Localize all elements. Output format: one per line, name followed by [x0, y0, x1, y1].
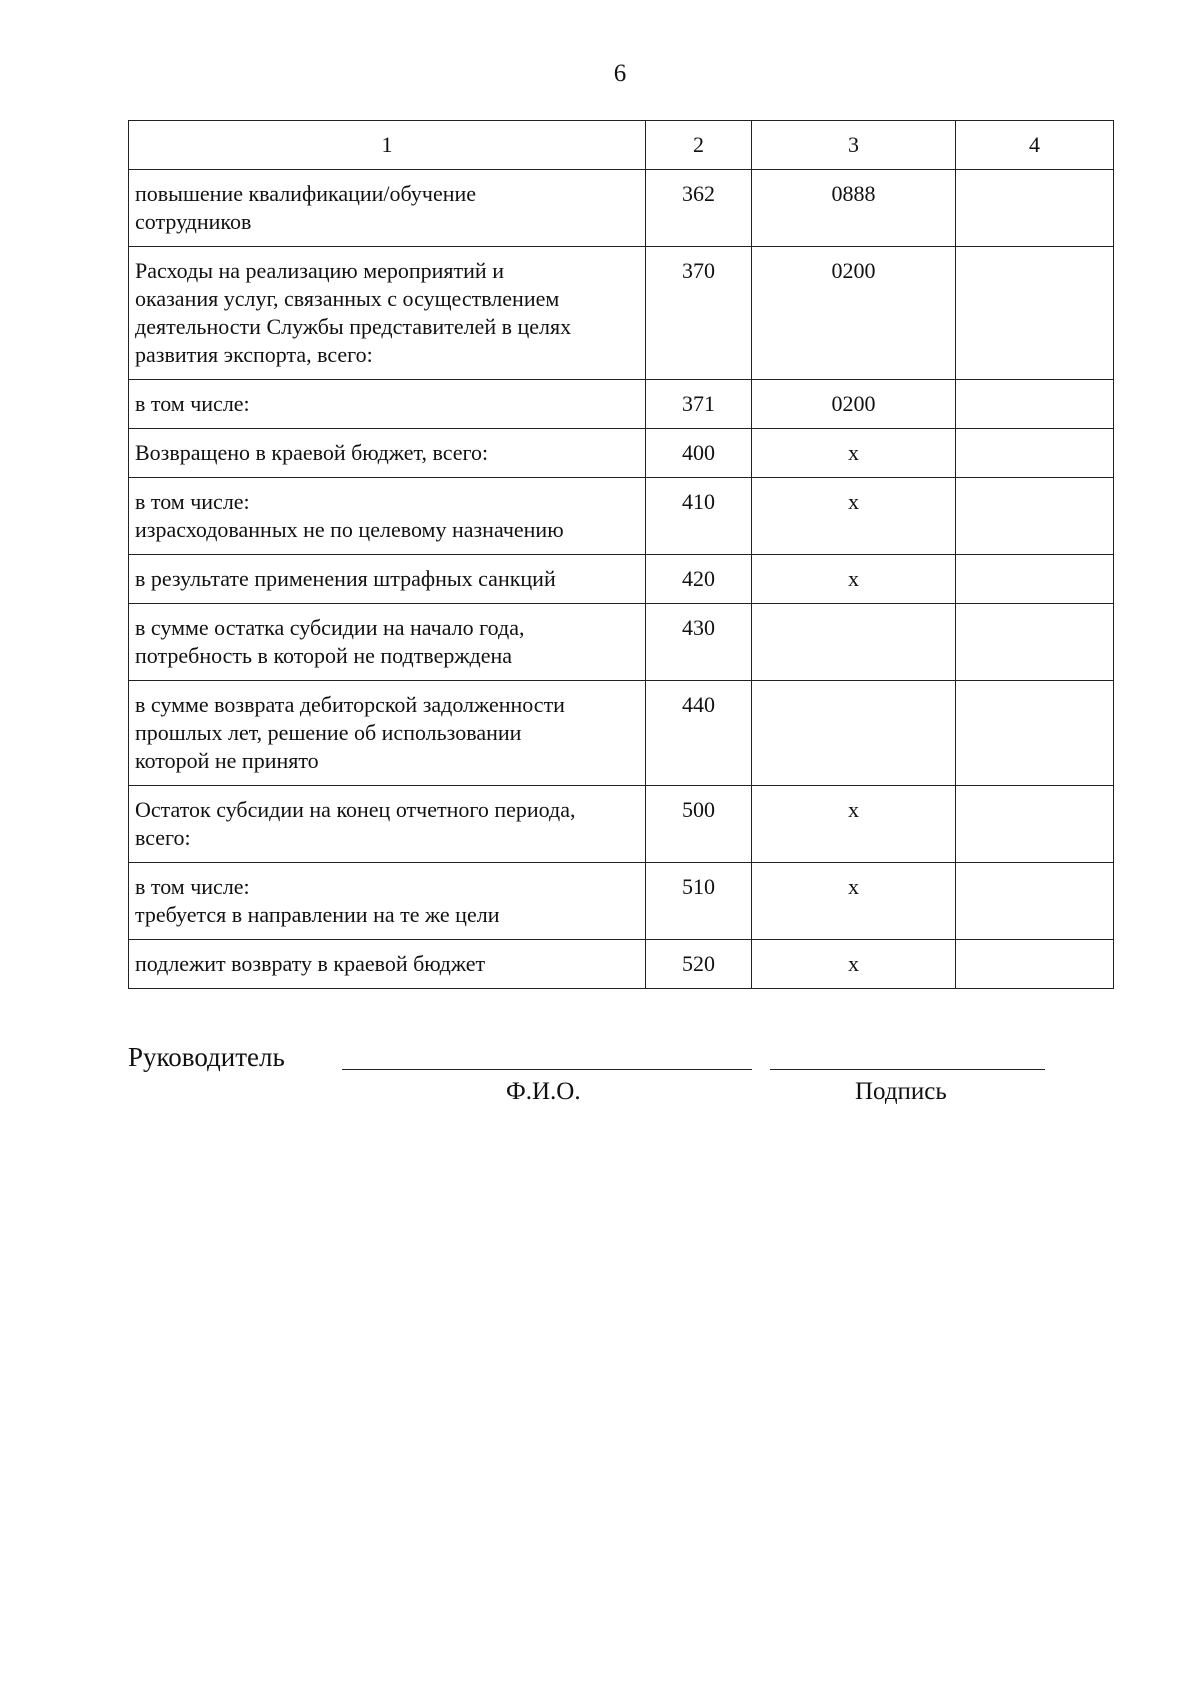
row-code: х: [752, 940, 956, 989]
table-row: [129, 940, 1114, 989]
column-header: 2: [646, 121, 752, 170]
row-amount: [956, 604, 1114, 681]
row-code: х: [752, 863, 956, 940]
row-line-code: 440: [646, 681, 752, 786]
row-description: в том числе:: [129, 380, 646, 429]
row-line-code: 510: [646, 863, 752, 940]
report-table: [128, 120, 1114, 989]
row-amount: [956, 863, 1114, 940]
row-line-code: 400: [646, 429, 752, 478]
row-description: в результате применения штрафных санкций: [129, 555, 646, 604]
table-row: [129, 786, 1114, 863]
page-number: 6: [613, 60, 627, 87]
row-code: 0200: [752, 380, 956, 429]
row-amount: [956, 247, 1114, 380]
table-row: [129, 429, 1114, 478]
row-code: х: [752, 478, 956, 555]
row-line-code: 520: [646, 940, 752, 989]
row-line-code: 420: [646, 555, 752, 604]
row-code: [752, 681, 956, 786]
table-row: [129, 604, 1114, 681]
table-row: [129, 170, 1114, 247]
row-description: повышение квалификации/обучение сотрудников: [129, 170, 646, 247]
row-amount: [956, 380, 1114, 429]
table-row: [129, 863, 1114, 940]
column-header: 1: [129, 121, 646, 170]
signature-block: [128, 1042, 1113, 1112]
row-line-code: 410: [646, 478, 752, 555]
row-amount: [956, 786, 1114, 863]
column-header: 3: [752, 121, 956, 170]
table-row: [129, 478, 1114, 555]
row-description: в том числе: израсходованных не по целевому назначению: [129, 478, 646, 555]
row-code: [752, 604, 956, 681]
row-description: в сумме возврата дебиторской задолженности прошлых лет, решение об использовании которой не принято: [129, 681, 646, 786]
table-row: [129, 247, 1114, 380]
row-line-code: 500: [646, 786, 752, 863]
header-row: [129, 121, 1114, 170]
row-amount: [956, 170, 1114, 247]
row-description: Остаток субсидии на конец отчетного периода, всего:: [129, 786, 646, 863]
row-line-code: 371: [646, 380, 752, 429]
row-amount: [956, 555, 1114, 604]
row-amount: [956, 429, 1114, 478]
table-row: [129, 380, 1114, 429]
row-code: х: [752, 429, 956, 478]
row-amount: [956, 478, 1114, 555]
column-header: 4: [956, 121, 1114, 170]
row-line-code: 362: [646, 170, 752, 247]
signature-label: Руководитель: [128, 1042, 285, 1072]
row-line-code: 430: [646, 604, 752, 681]
row-code: 0888: [752, 170, 956, 247]
row-description: Расходы на реализацию мероприятий и оказания услуг, связанных с осуществлением деятельности Службы представителей в целях развития экспорта, всего:: [129, 247, 646, 380]
row-amount: [956, 940, 1114, 989]
row-code: х: [752, 555, 956, 604]
row-description: в сумме остатка субсидии на начало года, потребность в которой не подтверждена: [129, 604, 646, 681]
row-description: в том числе: требуется в направлении на те же цели: [129, 863, 646, 940]
row-code: 0200: [752, 247, 956, 380]
table-row: [129, 681, 1114, 786]
row-line-code: 370: [646, 247, 752, 380]
row-description: Возвращено в краевой бюджет, всего:: [129, 429, 646, 478]
row-amount: [956, 681, 1114, 786]
signature-caption: Подпись: [855, 1078, 947, 1105]
table-row: [129, 555, 1114, 604]
row-description: подлежит возврату в краевой бюджет: [129, 940, 646, 989]
signature-line: [770, 1069, 1045, 1070]
name-caption: Ф.И.О.: [506, 1078, 581, 1105]
row-code: х: [752, 786, 956, 863]
name-line: [342, 1069, 752, 1070]
